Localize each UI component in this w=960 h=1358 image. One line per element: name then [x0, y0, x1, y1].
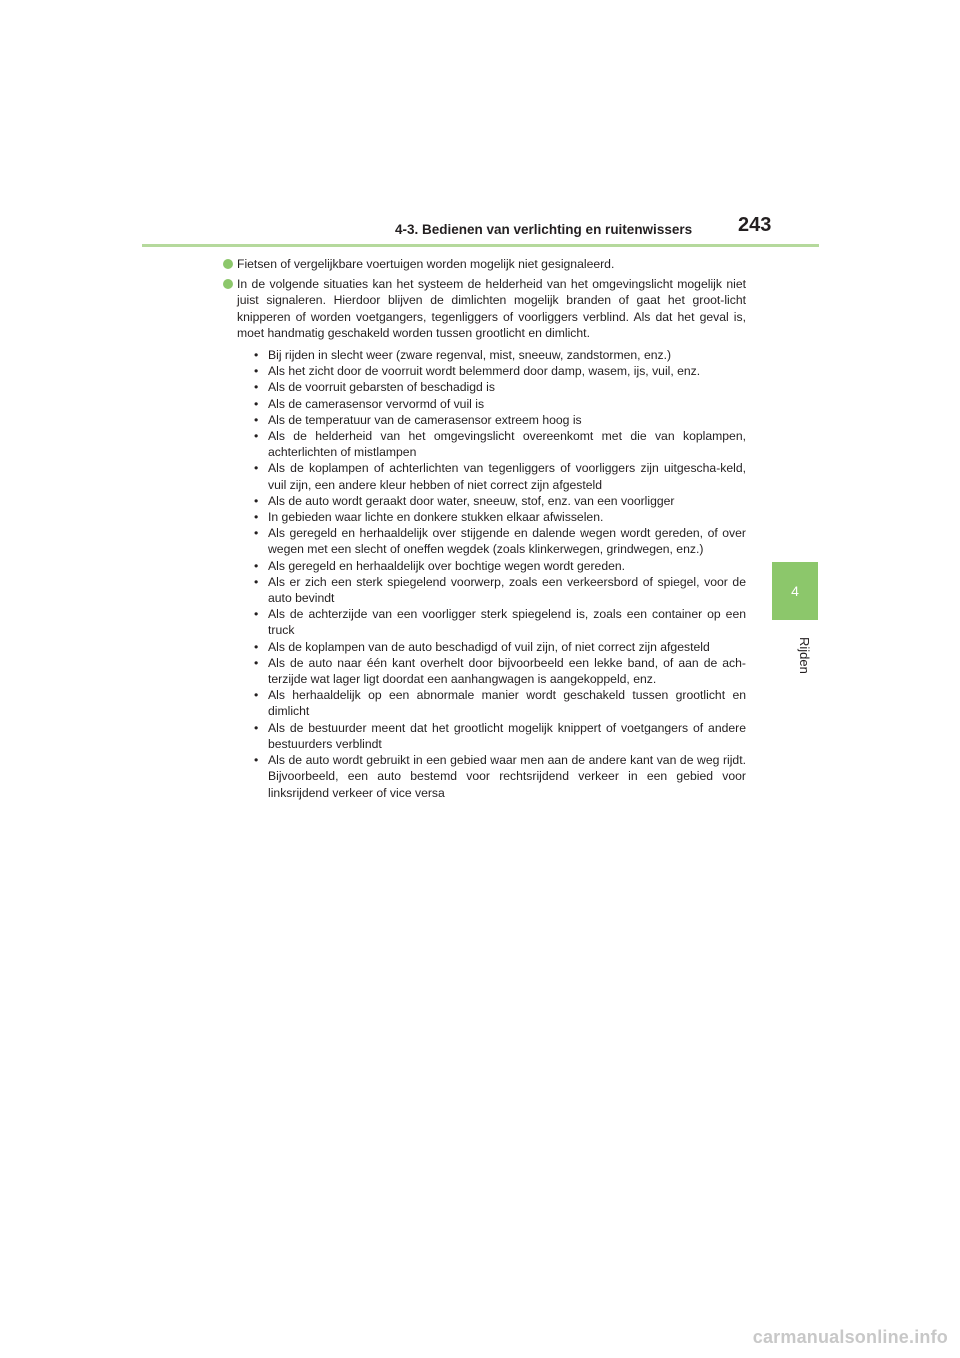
- bullet-text: In de volgende situaties kan het systeem de helderheid van het omgevingslicht mogelijk niet juist signaleren. Hierdoor blijven de dimlichten mogelijk branden of gaat het groot-licht knipperen of worden voetgangers, tegenliggers of voorliggers verblind. Als dat het geval is, moet handmatig geschakeld worden tussen grootlicht en dimlicht.: [237, 277, 746, 340]
- page-number: 243: [738, 214, 772, 236]
- header-section-title: 4-3. Bedienen van verlichting en ruitenwissers: [395, 222, 693, 237]
- list-item: [252, 412, 746, 428]
- bullet-marker-icon: •: [254, 720, 259, 735]
- bullet-marker-icon: •: [254, 526, 259, 541]
- bullet-marker-icon: •: [254, 753, 259, 768]
- bullet-marker-icon: •: [254, 380, 259, 395]
- bullet-marker-icon: •: [254, 510, 259, 525]
- list-item-text: Als herhaaldelijk op een abnormale manier wordt geschakeld tussen grootlicht en dimlicht: [268, 688, 746, 719]
- list-item: [252, 525, 746, 557]
- list-item: [252, 363, 746, 379]
- list-item-text: Als er zich een sterk spiegelend voorwerp, zoals een verkeersbord of spiegel, voor de auto bevindt: [268, 574, 746, 606]
- list-item: [252, 347, 746, 363]
- list-item-text: Als de voorruit gebarsten of beschadigd is: [268, 380, 495, 395]
- bullet-item: [222, 256, 746, 272]
- list-item: [252, 606, 746, 638]
- list-item: [252, 720, 746, 752]
- bullet-marker-icon: •: [254, 412, 259, 427]
- list-item-text: Als de auto wordt gebruikt in een gebied waar men aan de andere kant van de weg rijdt. Bijvoorbeeld, een auto bestemd voor rechtsrijdend verkeer in een gebied voor linksrijdend verkeer of vice versa: [268, 753, 746, 800]
- list-item: [252, 509, 746, 525]
- bullet-marker-icon: •: [254, 493, 259, 508]
- bullet-item: [222, 276, 746, 801]
- header-rule: [142, 244, 819, 247]
- chapter-label: Rijden: [797, 636, 812, 674]
- main-content: [222, 256, 746, 805]
- list-item: [252, 493, 746, 509]
- situation-list: [252, 347, 746, 801]
- green-bullet-icon: [223, 259, 233, 269]
- list-item-text: Als de auto naar één kant overhelt door bijvoorbeeld een lekke band, of aan de ach-terzijde wat lager ligt doordat een aanhangwagen is aangekoppeld, enz.: [268, 655, 746, 687]
- bullet-marker-icon: •: [254, 429, 259, 444]
- list-item-text: Als de temperatuur van de camerasensor extreem hoog is: [268, 412, 582, 427]
- bullet-marker-icon: •: [254, 607, 259, 622]
- bullet-marker-icon: •: [254, 558, 259, 573]
- list-item: [252, 428, 746, 460]
- bullet-marker-icon: •: [254, 655, 259, 670]
- list-item-text: Als de achterzijde van een voorligger sterk spiegelend is, zoals een container op een truck: [268, 607, 746, 638]
- list-item: [252, 687, 746, 719]
- bullet-marker-icon: •: [254, 461, 259, 476]
- list-item-text: Als de helderheid van het omgevingslicht overeenkomt met die van koplampen, achterlichten of mistlampen: [268, 429, 746, 460]
- list-item-text: In gebieden waar lichte en donkere stukken elkaar afwisselen.: [268, 510, 604, 525]
- list-item-text: Als geregeld en herhaaldelijk over stijgende en dalende wegen wordt gereden, of over wegen met een slecht of oneffen wegdek (zoals klinkerwegen, grindwegen, enz.): [268, 526, 746, 557]
- list-item: [252, 460, 746, 492]
- bullet-marker-icon: •: [254, 574, 259, 589]
- chapter-tab[interactable]: 4: [772, 562, 818, 620]
- list-item-text: Als de koplampen of achterlichten van tegenliggers of voorliggers zijn uitgescha-keld, vuil zijn, een andere kleur hebben of niet correct zijn afgesteld: [268, 461, 746, 492]
- list-item-text: Als het zicht door de voorruit wordt belemmerd door damp, wasem, ijs, vuil, enz.: [268, 364, 701, 379]
- watermark-link[interactable]: carmanualsonline.info: [752, 1327, 948, 1347]
- list-item: [252, 639, 746, 655]
- list-item-text: Als geregeld en herhaaldelijk over bochtige wegen wordt gereden.: [268, 558, 626, 573]
- list-item: [252, 396, 746, 412]
- list-item-text: Als de auto wordt geraakt door water, sneeuw, stof, enz. van een voorligger: [268, 493, 675, 508]
- list-item: [252, 574, 746, 606]
- list-item: [252, 379, 746, 395]
- list-item-text: Als de camerasensor vervormd of vuil is: [268, 396, 485, 411]
- bullet-text: Fietsen of vergelijkbare voertuigen worden mogelijk niet gesignaleerd.: [237, 257, 615, 271]
- green-bullet-icon: [223, 279, 233, 289]
- list-item-text: Als de koplampen van de auto beschadigd of vuil zijn, of niet correct zijn afgesteld: [268, 639, 710, 654]
- bullet-marker-icon: •: [254, 396, 259, 411]
- list-item: [252, 752, 746, 801]
- bullet-marker-icon: •: [254, 688, 259, 703]
- bullet-marker-icon: •: [254, 348, 259, 363]
- list-item: [252, 558, 746, 574]
- list-item-text: Bij rijden in slecht weer (zware regenval, mist, sneeuw, zandstormen, enz.): [268, 348, 672, 363]
- list-item: [252, 655, 746, 687]
- bullet-marker-icon: •: [254, 364, 259, 379]
- bullet-marker-icon: •: [254, 639, 259, 654]
- list-item-text: Als de bestuurder meent dat het grootlicht mogelijk knippert of voetgangers of andere bestuurders verblindt: [268, 720, 746, 751]
